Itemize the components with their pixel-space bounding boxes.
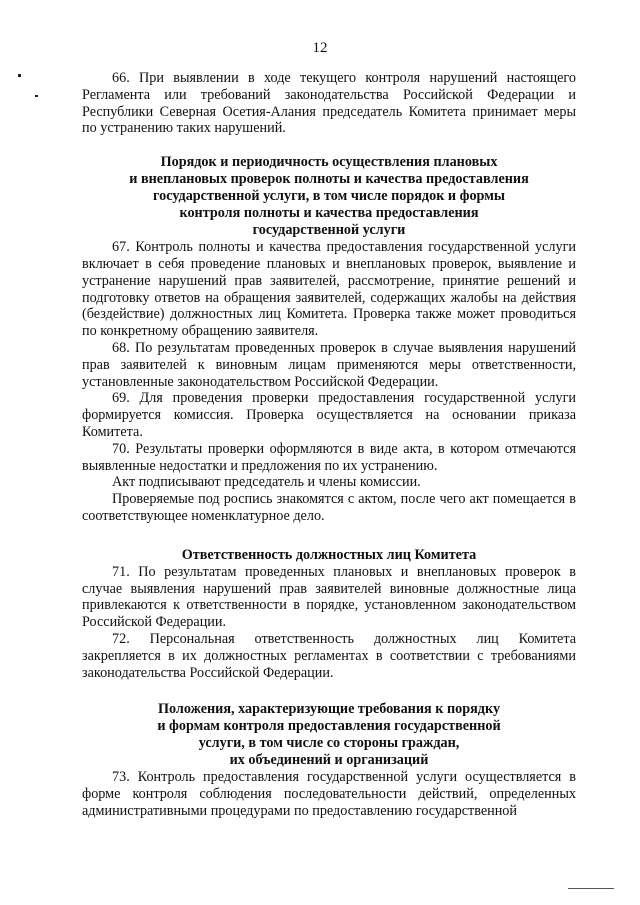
section-heading-control-procedure <box>82 154 576 239</box>
heading-line: и внеплановых проверок полноты и качества предоставления <box>129 171 529 188</box>
scan-mark <box>35 95 38 97</box>
paragraph-70-act-signing: Акт подписывают председатель и члены комиссии. <box>112 474 421 491</box>
paragraph-72: 72. Персональная ответственность должностных лиц Комитета закрепляется в их должностных регламентах в соответствии с требованиями законодательства Российской Федерации. <box>82 630 576 681</box>
document-body <box>82 70 576 820</box>
section-heading-control-requirements <box>82 701 576 769</box>
paragraph-71: 71. По результатам проведенных плановых и внеплановых проверок в случае выявления нарушений прав заявителей виновные должностные лица привлекаются к ответственности в порядке, установленном законодательством Российской Федерации. <box>82 563 576 631</box>
paragraph-70-act-review: Проверяемые под роспись знакомятся с актом, после чего акт помещается в соответствующее номенклатурное дело. <box>82 491 576 524</box>
paragraph-66: 66. При выявлении в ходе текущего контроля нарушений настоящего Регламента или требований законодательства Российской Федерации и Республики Северная Осетия-Алания председатель Комитета принимает меры по устранению таких нарушений. <box>82 70 576 137</box>
paragraph-73: 73. Контроль предоставления государственной услуги осуществляется в форме контроля соблюдения последовательности действий, определенных административными процедурами по предоставлению государственной <box>82 769 576 819</box>
heading-line: и формам контроля предоставления государственной <box>157 718 501 735</box>
heading-line: Положения, характеризующие требования к порядку <box>157 701 501 718</box>
heading-line: контроля полноты и качества предоставления <box>179 205 479 222</box>
heading-line: их объединений и организаций <box>229 752 429 769</box>
paragraph-68: 68. По результатам проведенных проверок в случае выявления нарушений прав заявителей к виновным лицам применяются меры ответственности, установленные законодательством Российской Федерации. <box>82 339 576 390</box>
heading-line: государственной услуги <box>252 222 406 239</box>
footer-rule <box>568 888 614 889</box>
paragraph-70: 70. Результаты проверки оформляются в виде акта, в котором отмечаются выявленные недостатки и предложения по их устранению. <box>82 440 576 474</box>
heading-line: Порядок и периодичность осуществления плановых <box>160 154 498 171</box>
paragraph-67: 67. Контроль полноты и качества предоставления государственной услуги включает в себя проведение плановых и внеплановых проверок, выявление и устранение нарушений прав заявителей, рассмотрение, принятие решений и подготовку ответов на обращения заявителей, содержащих жалобы на действия (бездействие) должностных лиц Комитета. Проверка также может проводиться по конкретному обращению заявителя. <box>82 239 576 340</box>
paragraph-69: 69. Для проведения проверки предоставления государственной услуги формируется комиссия. Проверка осуществляется на основании приказа Комитета. <box>82 390 576 440</box>
scan-mark <box>18 74 21 77</box>
heading-line: Ответственность должностных лиц Комитета <box>181 546 477 563</box>
heading-line: услуги, в том числе со стороны граждан, <box>198 735 460 752</box>
section-heading-responsibility <box>82 547 576 564</box>
page-number: 12 <box>312 40 328 56</box>
heading-line: государственной услуги, в том числе порядок и формы <box>153 188 505 205</box>
